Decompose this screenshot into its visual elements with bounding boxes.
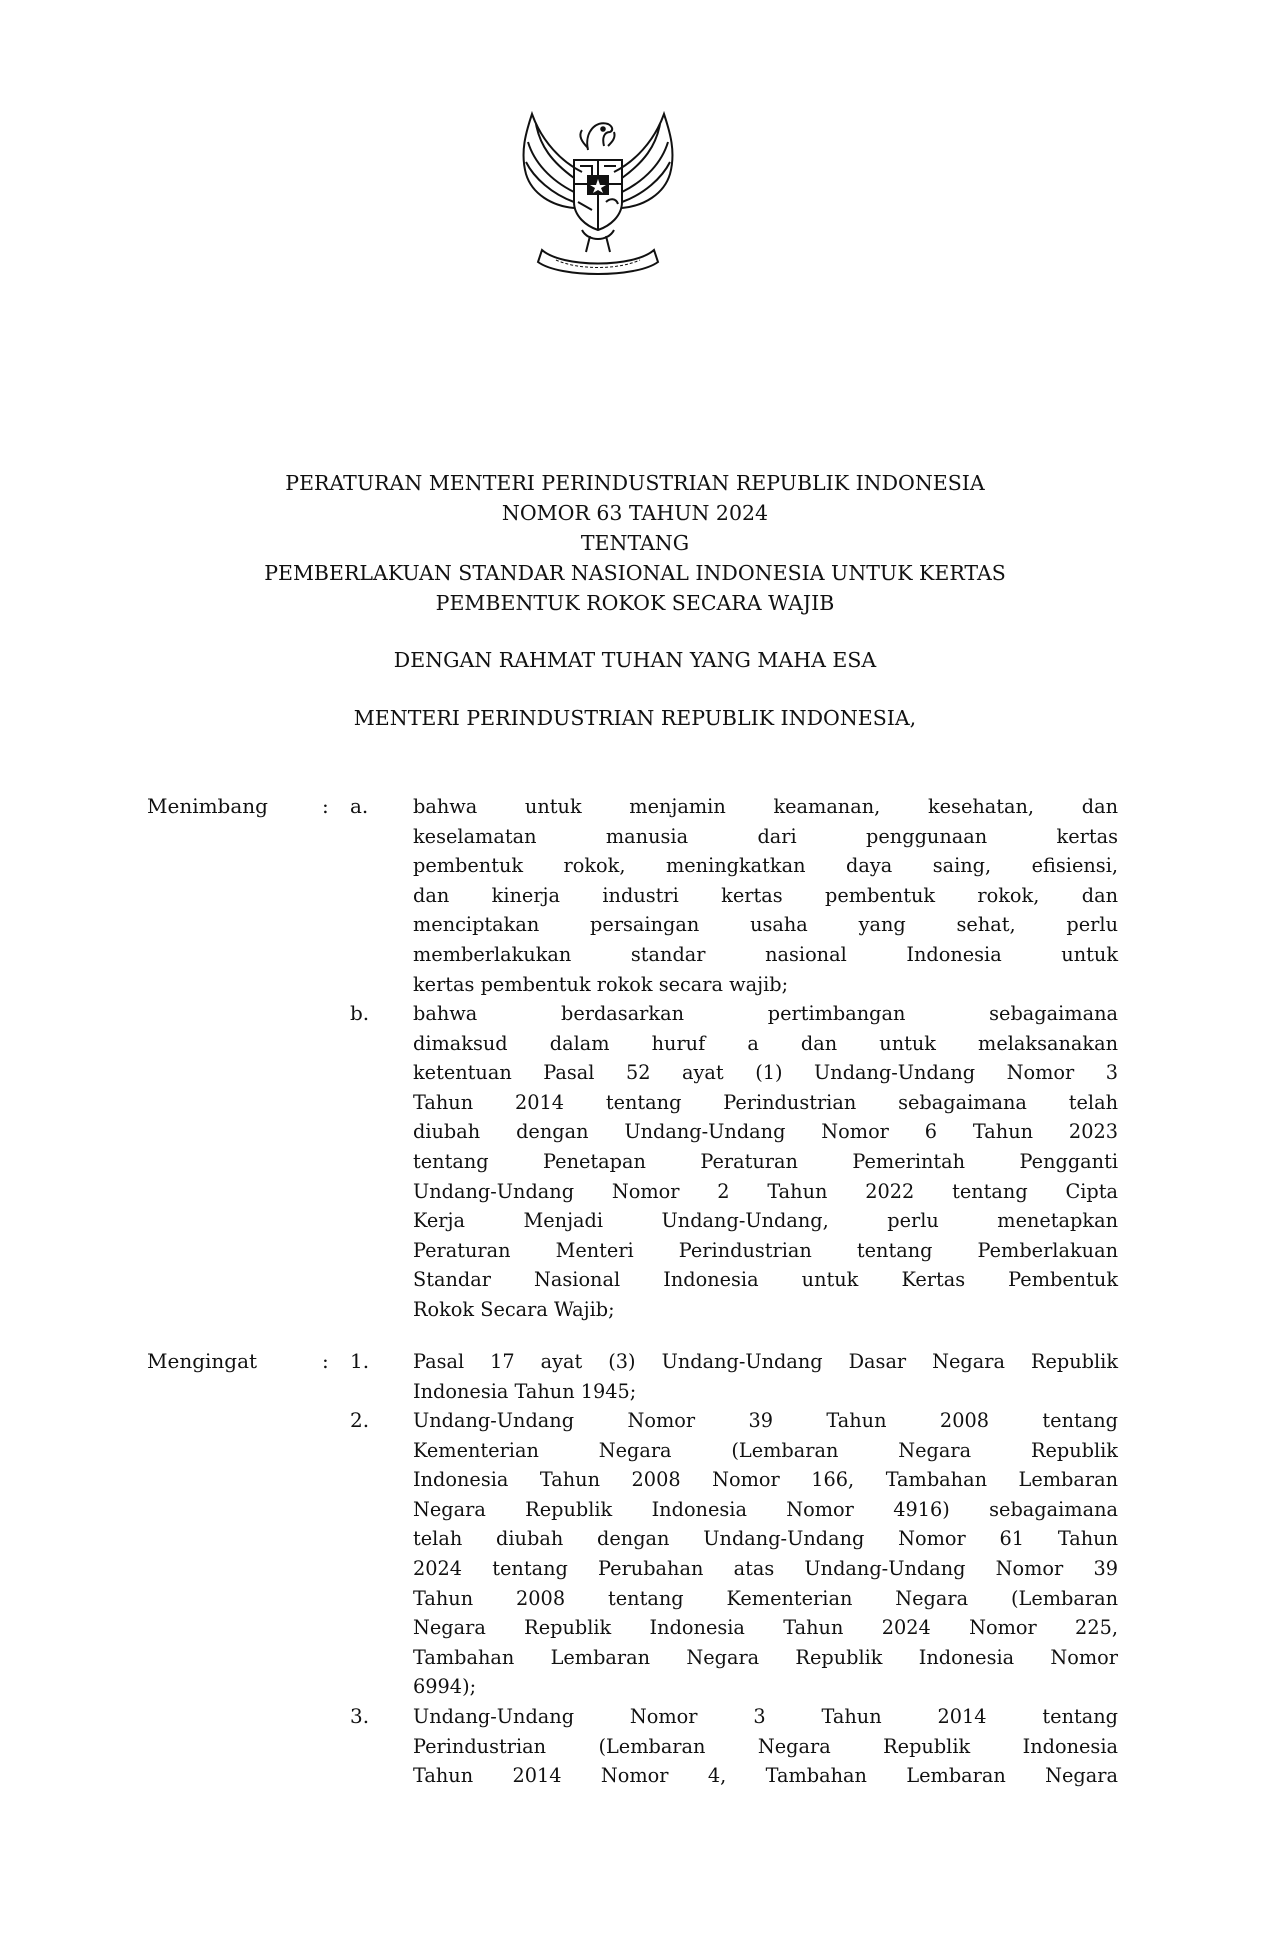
mengingat-item-1: [413, 1347, 1118, 1406]
text-line: Undang-Undang Nomor 2 Tahun 2022 tentang Cipta: [413, 1179, 1118, 1203]
text-line: Tahun 2008 tentang Kementerian Negara (Lembaran: [413, 1586, 1118, 1610]
text-line: ketentuan Pasal 52 ayat (1) Undang-Undang Nomor 3: [413, 1061, 1118, 1085]
text-line: dimaksud dalam huruf a dan untuk melaksanakan: [413, 1031, 1118, 1055]
text-line: Indonesia Tahun 2008 Nomor 166, Tambahan Lembaran: [413, 1468, 1118, 1492]
text-line: bahwa untuk menjamin keamanan, kesehatan, dan: [413, 795, 1118, 818]
colon: :: [322, 794, 329, 818]
text-line: 6994);: [413, 1675, 477, 1699]
menimbang-label: Menimbang: [147, 794, 268, 818]
menimbang-item-b: [413, 999, 1118, 1325]
text-line: diubah dengan Undang-Undang Nomor 6 Tahun 2023: [413, 1120, 1118, 1144]
item-marker: 2.: [350, 1408, 370, 1432]
text-line: Negara Republik Indonesia Nomor 4916) sebagaimana: [413, 1497, 1118, 1521]
title-line: PERATURAN MENTERI PERINDUSTRIAN REPUBLIK INDONESIA: [285, 471, 985, 495]
title-line: TENTANG: [580, 531, 690, 555]
item-marker: b.: [350, 1001, 370, 1025]
text-line: Tambahan Lembaran Negara Republik Indonesia Nomor: [413, 1645, 1118, 1669]
text-line: bahwa berdasarkan pertimbangan sebagaimana: [413, 1002, 1118, 1025]
invocation: DENGAN RAHMAT TUHAN YANG MAHA ESA: [393, 648, 877, 672]
text-line: Undang-Undang Nomor 3 Tahun 2014 tentang: [413, 1705, 1118, 1728]
regulation-title: [0, 468, 1270, 618]
title-line: PEMBERLAKUAN STANDAR NASIONAL INDONESIA UNTUK KERTAS: [264, 561, 1006, 585]
menimbang-item-a: [413, 792, 1118, 999]
text-line: Pasal 17 ayat (3) Undang-Undang Dasar Negara Republik: [413, 1350, 1118, 1373]
colon: :: [322, 1349, 329, 1373]
text-line: tentang Penetapan Peraturan Pemerintah Pengganti: [413, 1149, 1118, 1173]
text-line: Tahun 2014 tentang Perindustrian sebagaimana telah: [413, 1090, 1118, 1114]
item-marker: a.: [350, 794, 369, 818]
title-line: PEMBENTUK ROKOK SECARA WAJIB: [435, 591, 835, 615]
text-line: telah diubah dengan Undang-Undang Nomor 61 Tahun: [413, 1527, 1118, 1551]
text-line: Rokok Secara Wajib;: [413, 1297, 615, 1321]
mengingat-item-2: [413, 1406, 1118, 1702]
text-line: kertas pembentuk rokok secara wajib;: [413, 972, 789, 996]
mengingat-item-3: [413, 1702, 1118, 1791]
title-line: NOMOR 63 TAHUN 2024: [501, 501, 769, 525]
item-marker: 3.: [350, 1704, 370, 1728]
authority: MENTERI PERINDUSTRIAN REPUBLIK INDONESIA,: [353, 706, 917, 730]
text-line: memberlakukan standar nasional Indonesia untuk: [413, 942, 1118, 966]
text-line: Undang-Undang Nomor 39 Tahun 2008 tentang: [413, 1409, 1118, 1432]
text-line: pembentuk rokok, meningkatkan daya saing, efisiensi,: [413, 854, 1118, 878]
text-line: 2024 tentang Perubahan atas Undang-Undang Nomor 39: [413, 1556, 1118, 1580]
text-line: dan kinerja industri kertas pembentuk rokok, dan: [413, 883, 1118, 907]
text-line: Indonesia Tahun 1945;: [413, 1379, 637, 1403]
text-line: keselamatan manusia dari penggunaan kertas: [413, 824, 1118, 848]
mengingat-label: Mengingat: [147, 1349, 258, 1373]
text-line: Tahun 2014 Nomor 4, Tambahan Lembaran Negara: [413, 1764, 1118, 1788]
text-line: Peraturan Menteri Perindustrian tentang Pemberlakuan: [413, 1238, 1118, 1262]
text-line: menciptakan persaingan usaha yang sehat, perlu: [413, 913, 1118, 937]
text-line: Negara Republik Indonesia Tahun 2024 Nomor 225,: [413, 1616, 1118, 1640]
item-marker: 1.: [350, 1349, 370, 1373]
text-line: Kementerian Negara (Lembaran Negara Republik: [413, 1438, 1118, 1462]
text-line: Kerja Menjadi Undang-Undang, perlu menetapkan: [413, 1209, 1118, 1233]
text-line: Standar Nasional Indonesia untuk Kertas Pembentuk: [413, 1268, 1118, 1292]
text-line: Perindustrian (Lembaran Negara Republik Indonesia: [413, 1734, 1118, 1758]
garuda-emblem: [512, 102, 684, 278]
